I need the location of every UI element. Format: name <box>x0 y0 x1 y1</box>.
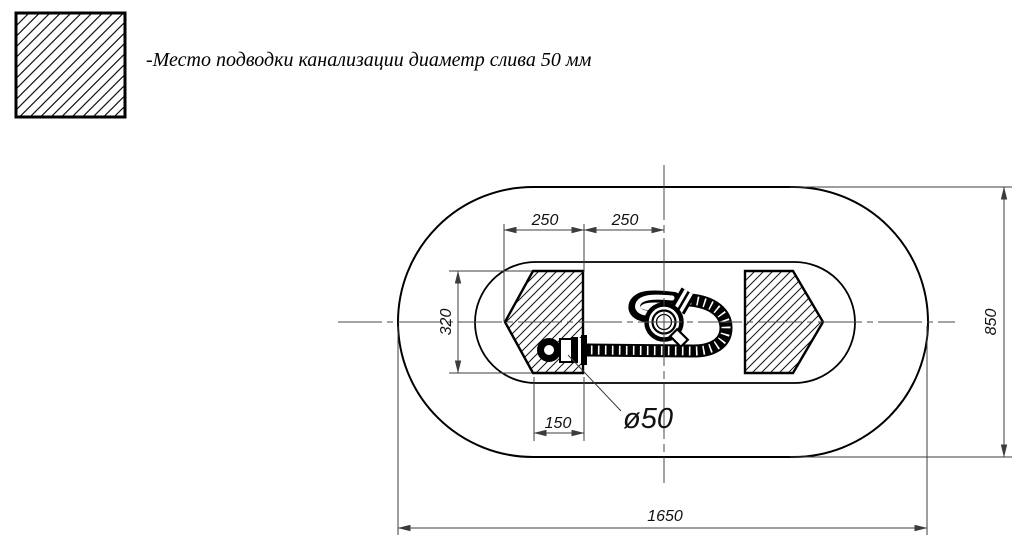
dimension-label-320: 320 <box>438 308 455 336</box>
dimension-label-250-right: 250 <box>611 212 639 229</box>
dimension-label-150: 150 <box>544 415 572 432</box>
legend <box>16 13 592 117</box>
legend-text: -Место подводки канализации диаметр слива 50 мм <box>146 49 592 71</box>
hose-end-connector <box>541 335 588 365</box>
dimension-label-250-left: 250 <box>531 212 559 229</box>
hose-end-cap <box>541 342 558 359</box>
dimension-label-1650: 1650 <box>647 508 683 525</box>
legend-hatch-swatch <box>16 13 125 117</box>
drain-diameter-label: ø50 <box>623 403 673 435</box>
dimension-label-850: 850 <box>983 308 1000 336</box>
